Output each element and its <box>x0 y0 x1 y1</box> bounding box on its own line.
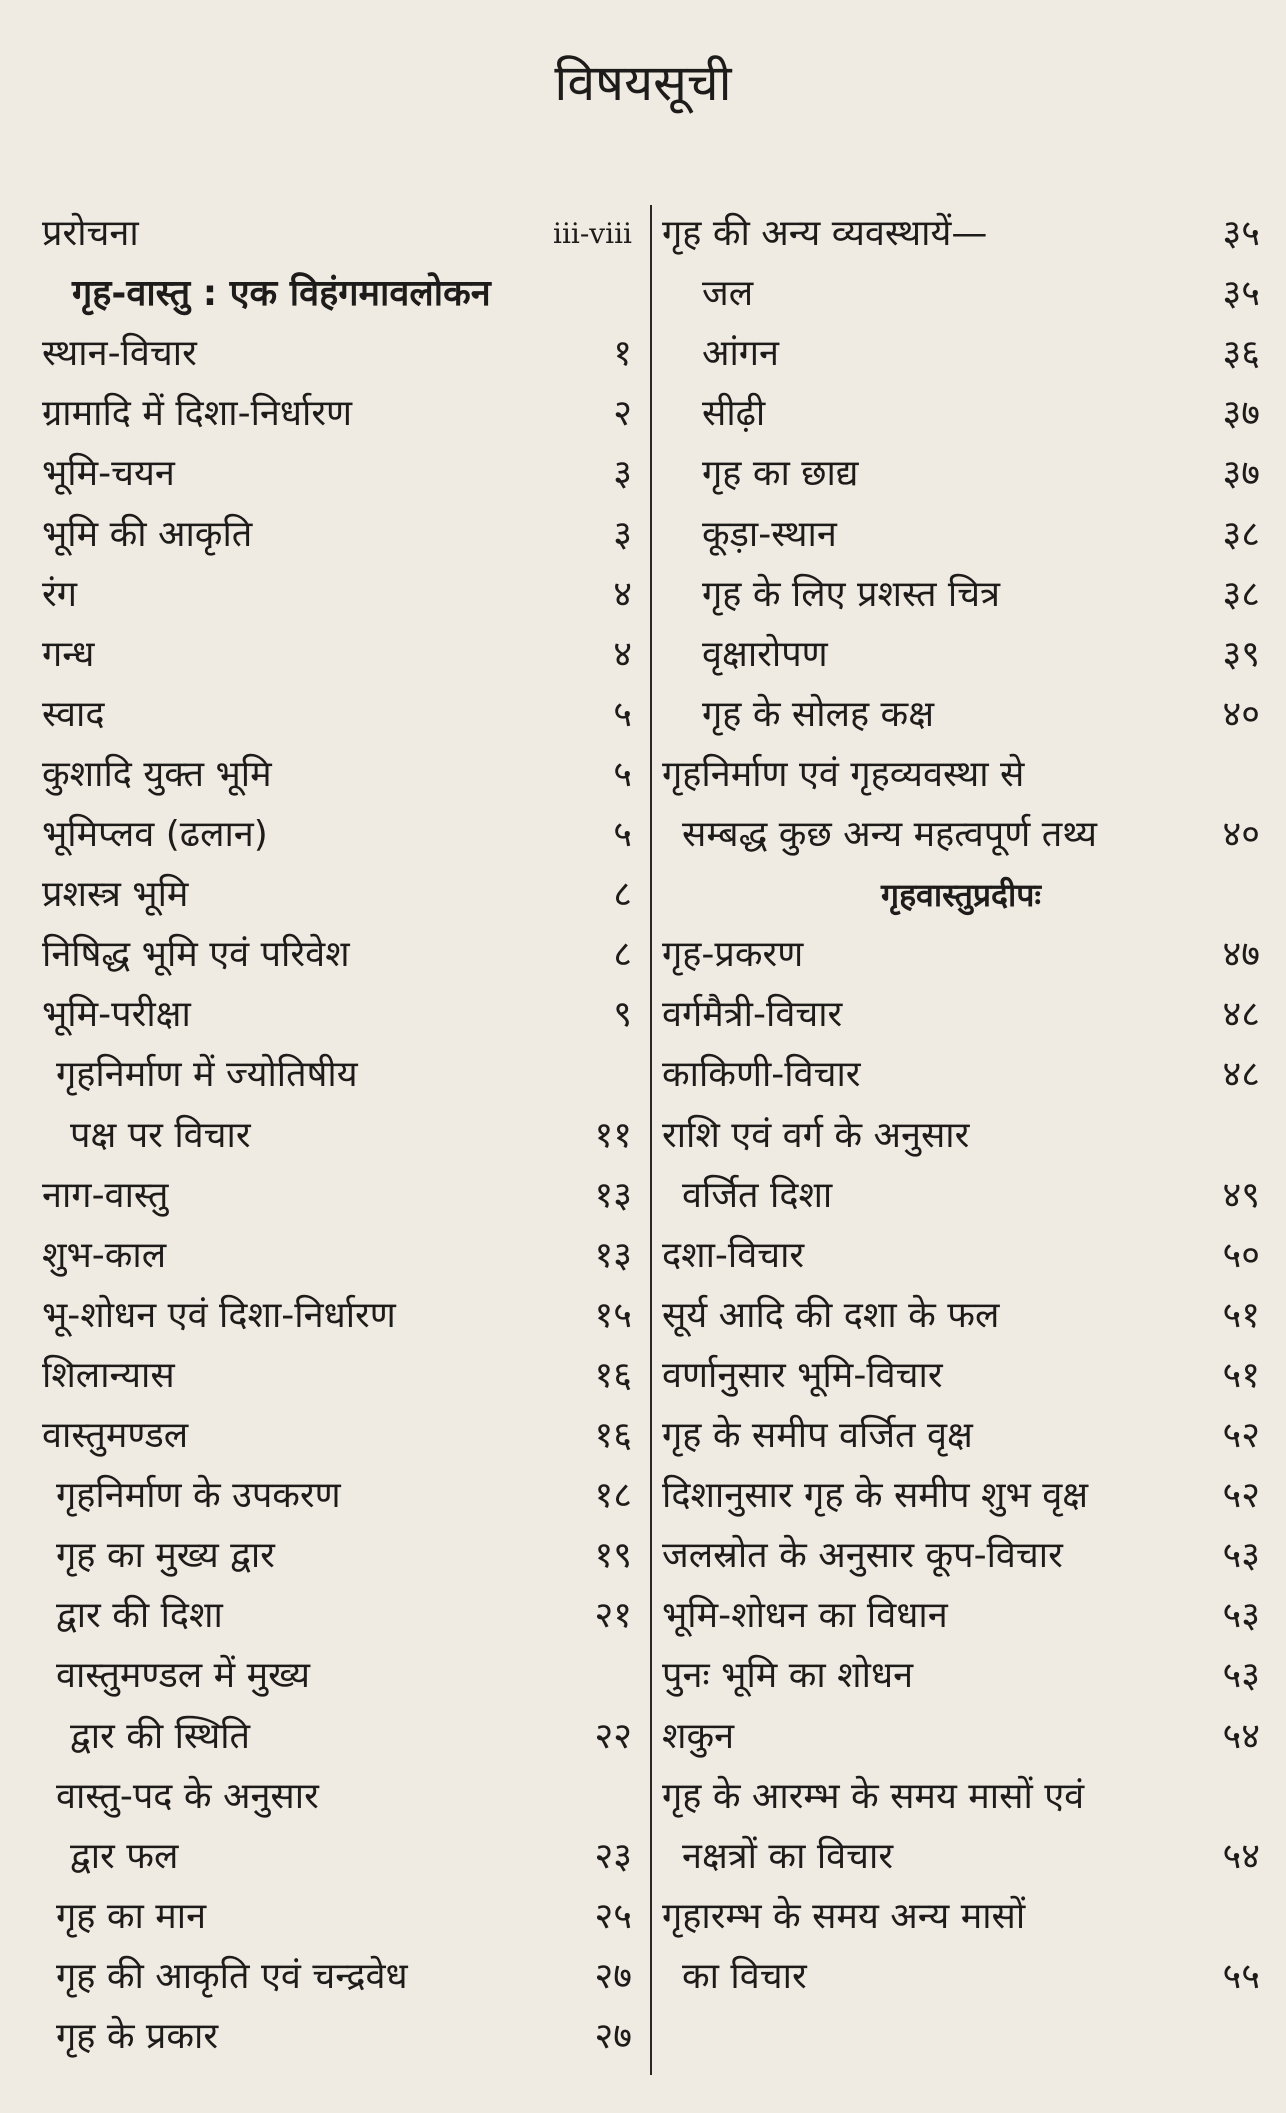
toc-entry-title: भूमि-परीक्षा <box>42 994 191 1036</box>
toc-page-number: ५४ <box>1222 1835 1260 1877</box>
toc-entry-title: दशा-विचार <box>662 1234 805 1276</box>
toc-entry-title: सूर्य आदि की दशा के फल <box>662 1294 1000 1336</box>
toc-page-number: २ <box>613 393 632 435</box>
toc-entry-title: गृह का मुख्य द्वार <box>56 1535 275 1577</box>
toc-page-number: ३६ <box>1222 333 1260 375</box>
toc-entry-title: द्वार की स्थिति <box>70 1715 251 1757</box>
toc-entry-title: वृक्षारोपण <box>702 633 828 675</box>
toc-entry-title: द्वार फल <box>70 1835 179 1877</box>
toc-entry <box>42 925 632 985</box>
toc-page-number: ४ <box>613 573 632 615</box>
toc-entry-title: वर्जित दिशा <box>682 1174 833 1216</box>
toc-entry-title: राशि एवं वर्ग के अनुसार <box>662 1114 970 1156</box>
toc-entry <box>662 745 1260 805</box>
column-divider <box>650 205 652 2075</box>
toc-entry-title: पुनः भूमि का शोधन <box>662 1655 914 1697</box>
toc-section-heading <box>42 264 632 324</box>
toc-entry <box>662 1827 1260 1887</box>
toc-entry-title: गृह का छाद्य <box>702 453 859 495</box>
toc-entry <box>662 1226 1260 1286</box>
toc-entry-title: गृह-वास्तु : एक विहंगमावलोकन <box>72 273 491 315</box>
toc-entry <box>662 805 1260 865</box>
toc-page-number: ८ <box>613 874 632 916</box>
toc-entry <box>42 324 632 384</box>
toc-page-number: ५१ <box>1222 1354 1260 1396</box>
toc-page-number: ३७ <box>1222 453 1260 495</box>
page-title: विषयसूची <box>554 54 732 112</box>
toc-page-number: ५३ <box>1222 1655 1260 1697</box>
toc-entry <box>662 685 1260 745</box>
toc-entry-title: गृहनिर्माण एवं गृहव्यवस्था से <box>662 753 1025 795</box>
toc-entry <box>42 865 632 925</box>
toc-entry-title: गृहनिर्माण के उपकरण <box>56 1475 341 1517</box>
toc-page-number: ४८ <box>1222 1054 1260 1096</box>
toc-entry <box>662 1767 1260 1827</box>
toc-entry <box>662 264 1260 324</box>
toc-entry <box>42 1827 632 1887</box>
toc-page-number: ३९ <box>1222 633 1260 675</box>
toc-entry <box>662 324 1260 384</box>
toc-page-number: ३८ <box>1222 573 1260 615</box>
toc-entry-title: गृहवास्तुप्रदीपः <box>881 876 1041 915</box>
toc-entry-title: वर्गमैत्री-विचार <box>662 994 843 1036</box>
toc-page-number: ५३ <box>1222 1535 1260 1577</box>
toc-entry <box>662 985 1260 1045</box>
toc-entry <box>662 1286 1260 1346</box>
toc-section-heading <box>662 865 1260 925</box>
toc-entry <box>42 1767 632 1827</box>
toc-entry-title: जल <box>702 273 754 315</box>
toc-entry <box>42 685 632 745</box>
toc-page-number: ४० <box>1222 693 1260 735</box>
toc-entry-title: गृह की अन्य व्यवस्थायें— <box>662 213 988 254</box>
toc-entry-title: नक्षत्रों का विचार <box>682 1835 894 1877</box>
toc-entry-title: गृह के समीप वर्जित वृक्ष <box>662 1415 973 1456</box>
toc-page-number: ५० <box>1222 1234 1260 1276</box>
toc-page-number: १५ <box>594 1294 632 1336</box>
toc-entry <box>662 565 1260 625</box>
toc-page-number: २२ <box>594 1715 632 1757</box>
toc-entry <box>662 505 1260 565</box>
toc-entry-title: स्वाद <box>42 693 105 735</box>
toc-entry-title: गृह के सोलह कक्ष <box>702 693 935 735</box>
toc-entry-title: शकुन <box>662 1715 735 1757</box>
toc-page-number: ५ <box>613 693 632 735</box>
toc-entry-title: गन्ध <box>42 633 95 675</box>
toc-page-number: ४ <box>613 633 632 675</box>
toc-page-number: ५१ <box>1222 1294 1260 1336</box>
toc-entry <box>42 1106 632 1166</box>
toc-entry-title: गृह के प्रकार <box>56 2016 219 2057</box>
toc-entry <box>42 1406 632 1466</box>
toc-entry <box>42 1947 632 2007</box>
toc-page-number: १३ <box>594 1174 632 1216</box>
toc-page-number: १८ <box>594 1475 632 1517</box>
toc-entry-title: आंगन <box>702 333 780 375</box>
toc-entry <box>662 1106 1260 1166</box>
toc-entry <box>662 444 1260 504</box>
toc-entry-title: काकिणी-विचार <box>662 1054 861 1096</box>
toc-entry <box>42 1226 632 1286</box>
toc-entry <box>42 505 632 565</box>
toc-entry <box>42 1526 632 1586</box>
toc-entry-title: नाग-वास्तु <box>42 1174 169 1216</box>
toc-entry-title: भूमिप्लव (ढलान) <box>42 814 268 855</box>
toc-entry-title: भू-शोधन एवं दिशा-निर्धारण <box>42 1294 396 1336</box>
toc-entry <box>662 1466 1260 1526</box>
toc-entry <box>42 444 632 504</box>
toc-page-number: ३५ <box>1222 273 1260 315</box>
toc-page-number: ४७ <box>1222 934 1260 976</box>
toc-entry <box>662 1586 1260 1646</box>
toc-entry-title: प्रशस्त्र भूमि <box>42 874 189 916</box>
toc-entry-title: स्थान-विचार <box>42 333 197 375</box>
toc-entry-title: कुशादि युक्त भूमि <box>42 753 272 795</box>
toc-entry-title: कूड़ा-स्थान <box>702 513 837 555</box>
toc-entry-title: जलस्रोत के अनुसार कूप-विचार <box>662 1535 1063 1577</box>
toc-entry-title: सीढ़ी <box>702 393 766 435</box>
toc-entry-title: रंग <box>42 573 77 615</box>
toc-page-number: ५२ <box>1222 1415 1260 1456</box>
toc-entry <box>42 1707 632 1767</box>
toc-page-number: ३८ <box>1222 513 1260 555</box>
toc-page-number: ५२ <box>1222 1475 1260 1517</box>
toc-entry <box>42 1887 632 1947</box>
toc-entry-title: प्ररोचना <box>42 213 139 254</box>
toc-entry <box>662 1646 1260 1706</box>
toc-entry <box>42 1045 632 1105</box>
toc-page-number: २७ <box>594 2016 632 2057</box>
toc-page-number: ३ <box>613 513 632 555</box>
toc-entry <box>662 1887 1260 1947</box>
toc-entry-title: वास्तु-पद के अनुसार <box>56 1775 319 1817</box>
toc-entry-title: भूमि की आकृति <box>42 513 253 555</box>
toc-page-number: ९ <box>613 994 632 1036</box>
toc-page-number: ५५ <box>1222 1955 1260 1997</box>
toc-entry <box>662 625 1260 685</box>
toc-entry-title: वर्णानुसार भूमि-विचार <box>662 1354 943 1396</box>
toc-entry-title: गृह का मान <box>56 1895 207 1937</box>
toc-entry <box>662 1947 1260 2007</box>
toc-entry <box>42 985 632 1045</box>
toc-page-number: ३ <box>613 453 632 495</box>
toc-page-number: ५ <box>613 753 632 795</box>
toc-page-number: ५४ <box>1222 1715 1260 1757</box>
toc-page-number: १६ <box>594 1415 632 1456</box>
toc-entry-title: सम्बद्ध कुछ अन्य महत्वपूर्ण तथ्य <box>682 814 1097 855</box>
toc-entry <box>662 204 1260 264</box>
toc-entry-title: का विचार <box>682 1955 807 1997</box>
toc-entry-title: गृहनिर्माण में ज्योतिषीय <box>56 1054 358 1096</box>
toc-entry-title: शुभ-काल <box>42 1234 167 1276</box>
toc-entry-title: गृहारम्भ के समय अन्य मासों <box>662 1895 1026 1937</box>
toc-page-number: १ <box>613 333 632 375</box>
toc-entry <box>42 745 632 805</box>
toc-entry-title: ग्रामादि में दिशा-निर्धारण <box>42 393 353 435</box>
toc-entry <box>662 1045 1260 1105</box>
toc-entry <box>42 565 632 625</box>
toc-entry-title: दिशानुसार गृह के समीप शुभ वृक्ष <box>662 1475 1089 1517</box>
toc-entry-title: शिलान्यास <box>42 1354 175 1396</box>
toc-entry-title: वास्तुमण्डल <box>42 1415 189 1456</box>
toc-entry <box>42 1346 632 1406</box>
toc-entry <box>42 1646 632 1706</box>
toc-page-number: २१ <box>594 1595 632 1637</box>
toc-entry-title: भूमि-चयन <box>42 453 175 495</box>
toc-entry <box>42 1466 632 1526</box>
toc-entry <box>662 1346 1260 1406</box>
toc-page-number: ४८ <box>1222 994 1260 1036</box>
toc-entry <box>662 1707 1260 1767</box>
toc-entry <box>662 1166 1260 1226</box>
toc-entry <box>662 925 1260 985</box>
toc-entry-title: द्वार की दिशा <box>56 1595 223 1637</box>
toc-entry-title: गृह के लिए प्रशस्त चित्र <box>702 573 1000 615</box>
toc-page-number: ११ <box>594 1114 632 1156</box>
toc-entry-title: गृह-प्रकरण <box>662 934 804 976</box>
toc-entry <box>42 204 632 264</box>
toc-page-number: ४० <box>1222 814 1260 855</box>
toc-page-number: ५३ <box>1222 1595 1260 1637</box>
toc-entry-title: भूमि-शोधन का विधान <box>662 1595 948 1637</box>
toc-entry <box>42 384 632 444</box>
toc-page-number: iii-viii <box>552 217 632 250</box>
toc-entry <box>662 384 1260 444</box>
toc-entry <box>42 2007 632 2067</box>
toc-page-number: ८ <box>613 934 632 976</box>
toc-page-number: ४९ <box>1222 1174 1260 1216</box>
toc-entry <box>42 805 632 865</box>
toc-page-number: २५ <box>594 1895 632 1937</box>
toc-page-number: २७ <box>594 1955 632 1997</box>
toc-page-number: १६ <box>594 1354 632 1396</box>
toc-page-number: ५ <box>613 814 632 855</box>
toc-entry <box>42 625 632 685</box>
toc-entry-title: निषिद्ध भूमि एवं परिवेश <box>42 934 350 976</box>
toc-entry <box>662 1526 1260 1586</box>
toc-entry-title: गृह की आकृति एवं चन्द्रवेध <box>56 1955 408 1997</box>
toc-page-number: २३ <box>594 1835 632 1877</box>
toc-page-number: १३ <box>594 1234 632 1276</box>
toc-page-number: ३५ <box>1222 213 1260 254</box>
toc-entry <box>42 1286 632 1346</box>
toc-entry-title: पक्ष पर विचार <box>70 1114 251 1156</box>
toc-entry <box>662 1406 1260 1466</box>
toc-entry-title: वास्तुमण्डल में मुख्य <box>56 1655 311 1697</box>
toc-page-number: ३७ <box>1222 393 1260 435</box>
toc-entry <box>42 1586 632 1646</box>
toc-entry <box>42 1166 632 1226</box>
toc-entry-title: गृह के आरम्भ के समय मासों एवं <box>662 1775 1085 1817</box>
toc-page-number: १९ <box>594 1535 632 1577</box>
